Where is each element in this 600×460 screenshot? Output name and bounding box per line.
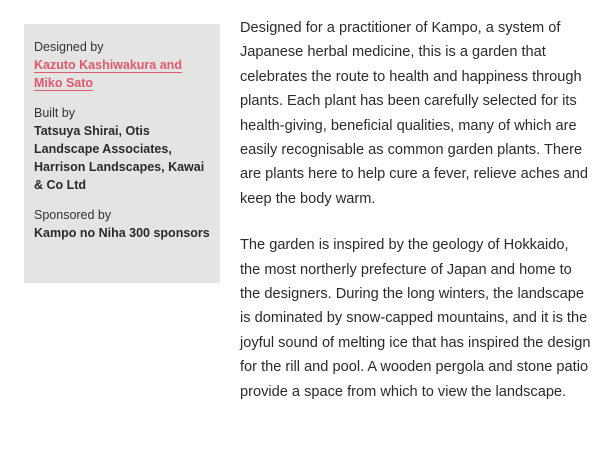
- sponsored-by-label: Sponsored by: [34, 208, 112, 222]
- credits-panel: [24, 24, 220, 283]
- built-by-label: Built by: [34, 106, 75, 120]
- sponsored-by-group: [34, 206, 210, 242]
- designed-by-label: Designed by: [34, 40, 104, 54]
- built-by-group: [34, 104, 210, 194]
- garden-description: [240, 16, 592, 426]
- builders-text: Tatsuya Shirai, Otis Landscape Associates, Harrison Landscapes, Kawai & Co Ltd: [34, 124, 205, 192]
- designer-link[interactable]: Kazuto Kashiwakura and Miko Sato: [34, 58, 182, 90]
- designed-by-group: [34, 38, 210, 92]
- description-paragraph: Designed for a practitioner of Kampo, a system of Japanese herbal medicine, this is a garden that celebrates the route to health and happiness through plants. Each plant has been carefully selected for its health-giving, beneficial qualities, many of which are easily recognisable as common garden plants. There are plants here to help cure a fever, relieve aches and keep the body warm.: [240, 20, 589, 207]
- description-paragraph: The garden is inspired by the geology of Hokkaido, the most northerly prefecture of Japan and home to the designers. During the long winters, the landscape is dominated by snow-capped mountains, and it is the joyful sound of melting ice that has inspired the design for the rill and pool. A wooden pergola and stone patio provide a space from which to view the landscape.: [240, 237, 591, 400]
- sponsor-text: Kampo no Niha 300 sponsors: [34, 226, 210, 240]
